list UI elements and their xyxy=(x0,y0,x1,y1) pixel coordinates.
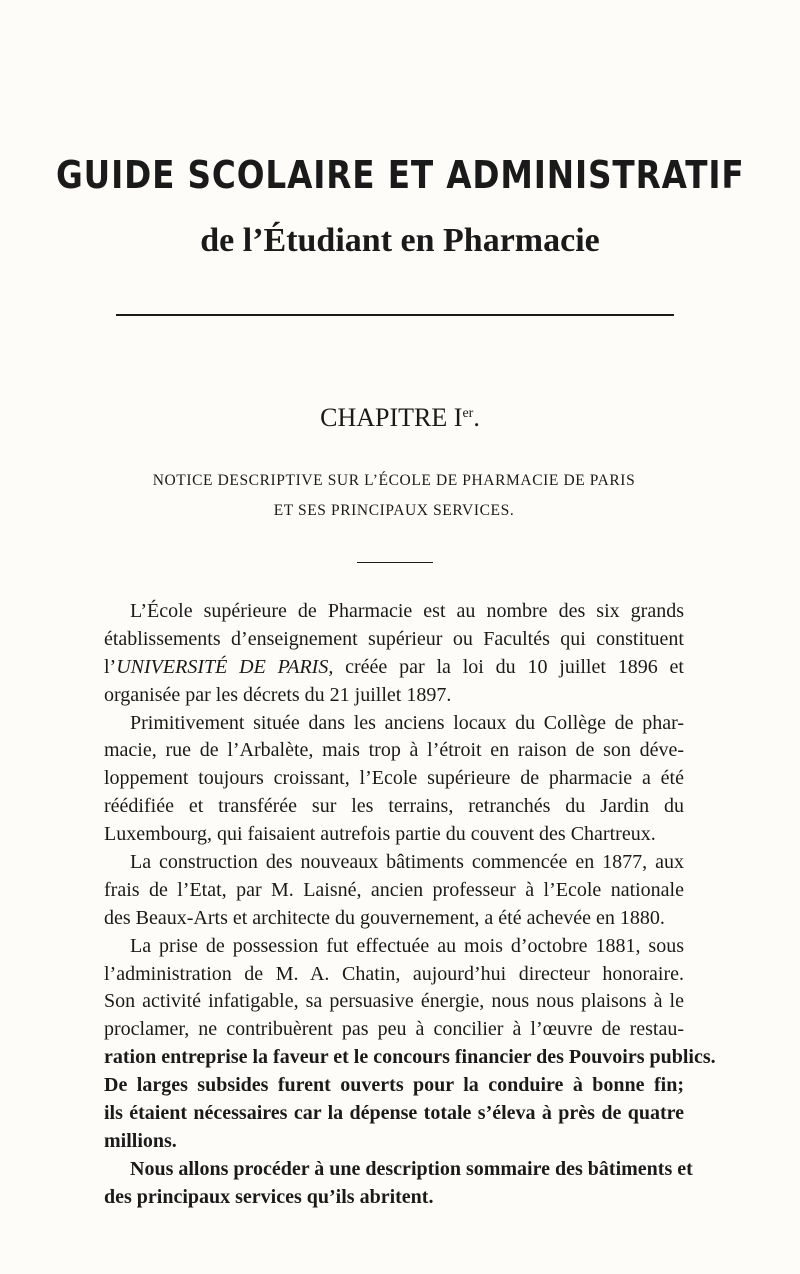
text-line: frais de l’Etat, par M. Laisné, ancien professeur à l’Ecole nationale xyxy=(104,878,684,901)
text-line xyxy=(104,654,684,682)
text-line: organisée par les décrets du 21 juillet 1897. xyxy=(104,683,452,706)
body-text xyxy=(104,598,716,1212)
text-line: établissements d’enseignement supérieur ou Facultés qui constituent xyxy=(104,627,684,650)
chapter-label: CHAPITRE I xyxy=(320,403,463,432)
text-line: De larges subsides furent ouverts pour la conduire à bonne fin; xyxy=(104,1074,684,1097)
text-line: réédifiée et transférée sur les terrains, retranchés du Jardin du xyxy=(104,795,684,818)
chapter-ordinal-suffix: er xyxy=(462,406,474,421)
main-title: GUIDE SCOLAIRE ET ADMINISTRATIF xyxy=(56,153,745,197)
chapter-subtitle xyxy=(104,466,684,526)
text-line: Nous allons procéder à une description sommaire des bâtiments et xyxy=(130,1157,693,1180)
text-line: proclamer, ne contribuèrent pas peu à concilier à l’œuvre de restau- xyxy=(104,1018,684,1041)
text-line: millions. xyxy=(104,1129,177,1152)
chapter-dot: . xyxy=(473,403,480,432)
text-fragment: créée par la loi du 10 juillet 1896 et xyxy=(333,655,684,678)
university-name: UNIVERSITÉ DE PARIS, xyxy=(116,655,334,678)
text-line: l’administration de M. A. Chatin, aujourd’hui directeur honoraire. xyxy=(104,962,684,985)
chapter-heading xyxy=(0,394,800,438)
text-line: La prise de possession fut effectuée au mois d’octobre 1881, sous xyxy=(130,934,684,957)
text-line: loppement toujours croissant, l’Ecole supérieure de pharmacie a été xyxy=(104,767,684,790)
text-line: ration entreprise la faveur et le concours financier des Pouvoirs publics. xyxy=(104,1046,716,1069)
section-divider xyxy=(357,562,433,563)
subtitle: de l’Étudiant en Pharmacie xyxy=(200,222,600,259)
chapter-subtitle-line: ET SES PRINCIPAUX SERVICES. xyxy=(273,502,515,519)
text-line: L’École supérieure de Pharmacie est au nombre des six grands xyxy=(130,600,684,622)
text-line: des principaux services qu’ils abritent. xyxy=(104,1185,434,1208)
text-line: macie, rue de l’Arbalète, mais trop à l’étroit en raison de son déve- xyxy=(104,739,684,762)
text-line: La construction des nouveaux bâtiments commencée en 1877, aux xyxy=(130,851,684,874)
text-line: ils étaient nécessaires car la dépense totale s’éleva à près de quatre xyxy=(104,1102,684,1125)
text-line: Son activité infatigable, sa persuasive énergie, nous nous plaisons à le xyxy=(104,990,684,1013)
text-line: Luxembourg, qui faisaient autrefois partie du couvent des Chartreux. xyxy=(104,823,656,846)
text-fragment: l’ xyxy=(104,655,117,678)
text-line: Primitivement située dans les anciens locaux du Collège de phar- xyxy=(130,711,684,734)
chapter-subtitle-line: NOTICE DESCRIPTIVE SUR L’ÉCOLE DE PHARMACIE DE PARIS xyxy=(152,472,636,489)
title-divider xyxy=(116,314,674,316)
text-line: des Beaux-Arts et architecte du gouvernement, a été achevée en 1880. xyxy=(104,906,665,929)
